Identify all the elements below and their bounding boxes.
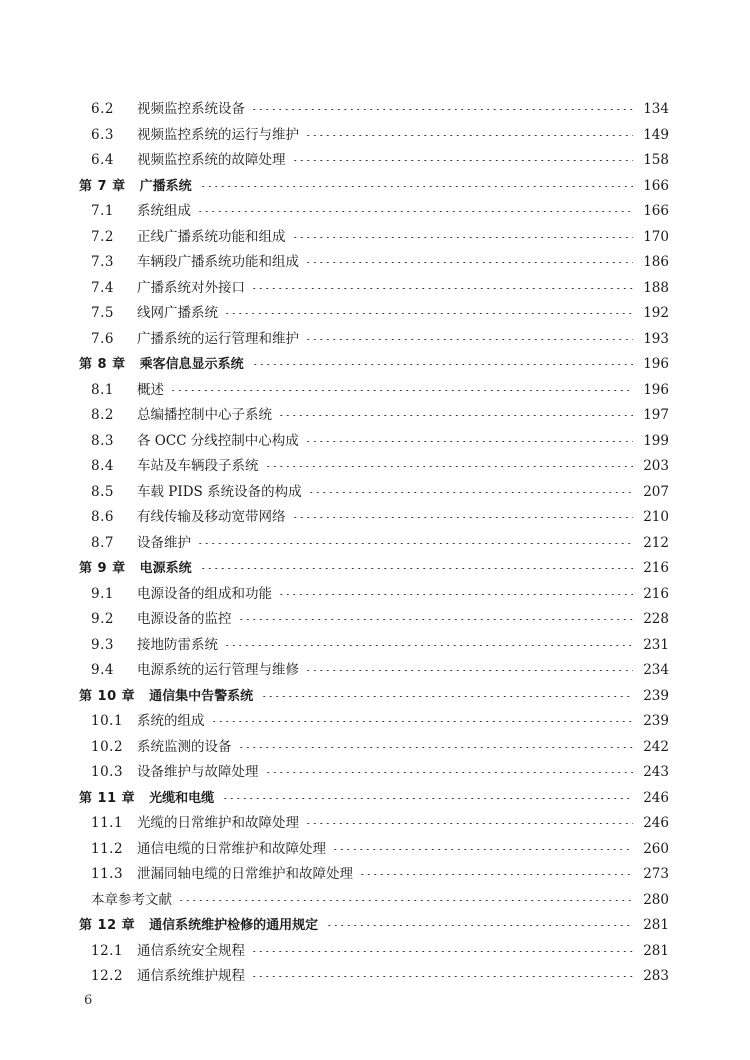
toc-section-entry: [0, 888, 750, 914]
table-of-contents: [0, 97, 750, 990]
toc-section-entry: [0, 607, 750, 633]
toc-chapter-entry: [0, 684, 750, 710]
toc-entry-title: 光缆和电缆: [149, 790, 215, 806]
toc-entry-title: 线网广播系统: [137, 305, 218, 321]
dot-leader: [251, 288, 633, 289]
toc-entry-number: 8.4: [91, 458, 114, 474]
toc-entry-title: 通信系统维护规程: [137, 968, 245, 984]
toc-entry-page: 281: [643, 917, 669, 933]
toc-entry-page: 283: [643, 968, 669, 984]
toc-entry-number: 8.7: [91, 534, 114, 551]
dot-leader: [265, 466, 634, 467]
toc-section-entry: [0, 709, 750, 735]
toc-entry-page: 280: [643, 891, 669, 908]
toc-entry-page: 199: [643, 432, 669, 449]
toc-entry-number: 第 7 章: [79, 178, 126, 194]
toc-entry-number: 7.5: [91, 305, 114, 321]
dot-leader: [178, 900, 633, 901]
toc-entry-page: 260: [643, 840, 669, 857]
toc-entry-title: 光缆的日常维护和故障处理: [137, 815, 299, 831]
toc-entry-title: 视频监控系统的故障处理: [137, 152, 286, 168]
dot-leader: [170, 390, 633, 391]
toc-entry-number: 第 8 章: [79, 357, 126, 372]
toc-entry-title: 视频监控系统设备: [137, 101, 245, 117]
toc-entry-title: 电源系统的运行管理与维修: [137, 662, 299, 678]
toc-entry-number: 8.3: [91, 432, 114, 449]
dot-leader: [305, 135, 633, 136]
toc-entry-number: 第 12 章: [79, 918, 136, 933]
toc-entry-page: 228: [643, 611, 669, 627]
toc-section-entry: [0, 148, 750, 174]
dot-leader: [326, 925, 633, 926]
toc-entry-page: 170: [643, 228, 669, 245]
toc-section-entry: [0, 123, 750, 149]
dot-leader: [211, 721, 634, 722]
toc-entry-number: 第 10 章: [79, 688, 136, 704]
toc-entry-number: 12.1: [91, 942, 124, 959]
toc-section-entry: [0, 811, 750, 837]
toc-entry-number: 6.2: [91, 101, 114, 117]
toc-section-entry: [0, 531, 750, 557]
toc-entry-number: 9.3: [91, 636, 114, 653]
toc-entry-number: 10.2: [91, 738, 124, 755]
toc-entry-title: 通信电缆的日常维护和故障处理: [137, 840, 326, 857]
toc-entry-number: 6.3: [91, 126, 114, 143]
toc-entry-title: 通信系统安全规程: [137, 942, 245, 959]
toc-entry-page: 216: [643, 560, 669, 576]
toc-entry-title: 系统组成: [137, 203, 191, 219]
toc-entry-number: 9.1: [91, 585, 114, 602]
toc-entry-page: 212: [643, 534, 669, 551]
toc-entry-title: 电源设备的组成和功能: [137, 585, 272, 602]
toc-entry-number: 9.2: [91, 611, 114, 627]
toc-section-entry: [0, 225, 750, 251]
toc-entry-title: 视频监控系统的运行与维护: [137, 126, 299, 143]
toc-entry-page: 242: [643, 738, 669, 755]
toc-entry-title: 设备维护: [137, 534, 191, 551]
toc-entry-page: 188: [643, 279, 669, 296]
toc-entry-page: 203: [643, 458, 669, 474]
toc-section-entry: [0, 964, 750, 990]
dot-leader: [265, 772, 634, 773]
toc-entry-title: 通信系统维护检修的通用规定: [149, 918, 319, 933]
toc-entry-title: 本章参考文献: [91, 891, 172, 908]
toc-section-entry: [0, 505, 750, 531]
toc-section-entry: [0, 480, 750, 506]
toc-entry-number: 第 11 章: [79, 790, 136, 806]
toc-section-entry: [0, 378, 750, 404]
toc-entry-number: 7.2: [91, 228, 114, 245]
dot-leader: [308, 492, 633, 493]
toc-section-entry: [0, 658, 750, 684]
dot-leader: [197, 211, 633, 212]
toc-section-entry: [0, 429, 750, 455]
toc-section-entry: [0, 327, 750, 353]
toc-entry-number: 10.3: [91, 764, 124, 780]
toc-entry-title: 车站及车辆段子系统: [137, 458, 259, 474]
toc-entry-page: 193: [643, 330, 669, 347]
toc-entry-title: 系统的组成: [137, 713, 205, 729]
toc-entry-number: 8.6: [91, 509, 114, 525]
dot-leader: [224, 645, 633, 646]
toc-entry-title: 正线广播系统功能和组成: [137, 228, 286, 245]
toc-entry-number: 11.1: [91, 815, 124, 831]
toc-section-entry: [0, 582, 750, 608]
dot-leader: [251, 951, 633, 952]
toc-chapter-entry: [0, 352, 750, 378]
toc-entry-title: 总编播控制中心子系统: [137, 407, 272, 423]
toc-section-entry: [0, 862, 750, 888]
toc-entry-title: 系统监测的设备: [137, 738, 232, 755]
dot-leader: [251, 109, 633, 110]
toc-entry-number: 12.2: [91, 968, 124, 984]
toc-section-entry: [0, 735, 750, 761]
dot-leader: [238, 747, 634, 748]
toc-chapter-entry: [0, 556, 750, 582]
toc-chapter-entry: [0, 786, 750, 812]
dot-leader: [292, 517, 634, 518]
toc-section-entry: [0, 403, 750, 429]
toc-entry-number: 第 9 章: [79, 561, 126, 576]
toc-entry-title: 广播系统的运行管理和维护: [137, 330, 299, 347]
toc-entry-page: 197: [643, 407, 669, 423]
toc-chapter-entry: [0, 913, 750, 939]
dot-leader: [292, 160, 634, 161]
toc-entry-number: 7.1: [91, 203, 114, 219]
toc-entry-page: 158: [643, 152, 669, 168]
toc-section-entry: [0, 633, 750, 659]
toc-entry-title: 设备维护与故障处理: [137, 764, 259, 780]
toc-entry-page: 149: [643, 126, 669, 143]
dot-leader: [305, 823, 633, 824]
toc-entry-page: 231: [643, 636, 669, 653]
dot-leader: [197, 543, 633, 544]
toc-entry-page: 281: [643, 942, 669, 959]
dot-leader: [200, 186, 633, 187]
toc-entry-number: 8.5: [91, 483, 114, 500]
dot-leader: [359, 874, 633, 875]
toc-entry-page: 166: [643, 203, 669, 219]
toc-entry-page: 210: [643, 509, 669, 525]
toc-section-entry: [0, 939, 750, 965]
toc-entry-title: 车辆段广播系统功能和组成: [137, 254, 299, 270]
toc-chapter-entry: [0, 174, 750, 200]
toc-entry-page: 196: [643, 381, 669, 398]
toc-section-entry: [0, 276, 750, 302]
toc-entry-page: 239: [643, 713, 669, 729]
toc-entry-number: 11.2: [91, 840, 124, 857]
toc-entry-page: 196: [643, 356, 669, 372]
toc-entry-number: 6.4: [91, 152, 114, 168]
dot-leader: [261, 696, 633, 697]
toc-entry-number: 7.3: [91, 254, 114, 270]
toc-entry-page: 273: [643, 866, 669, 882]
toc-entry-title: 电源设备的监控: [137, 611, 232, 627]
toc-entry-number: 11.3: [91, 866, 124, 882]
toc-entry-title: 广播系统: [139, 178, 192, 194]
toc-entry-number: 8.1: [91, 381, 114, 398]
dot-leader: [238, 619, 634, 620]
toc-entry-page: 192: [643, 305, 669, 321]
page-number: 6: [84, 993, 93, 1008]
toc-section-entry: [0, 97, 750, 123]
toc-entry-title: 乘客信息显示系统: [139, 357, 244, 372]
dot-leader: [252, 364, 633, 365]
dot-leader: [251, 976, 633, 977]
toc-entry-number: 7.4: [91, 279, 114, 296]
toc-section-entry: [0, 454, 750, 480]
toc-entry-number: 9.4: [91, 662, 114, 678]
toc-entry-page: 134: [643, 101, 669, 117]
dot-leader: [200, 568, 633, 569]
toc-entry-title: 通信集中告警系统: [149, 688, 254, 704]
toc-entry-title: 广播系统对外接口: [137, 279, 245, 296]
toc-entry-page: 216: [643, 585, 669, 602]
toc-entry-page: 239: [643, 687, 669, 704]
toc-section-entry: [0, 837, 750, 863]
toc-entry-title: 泄漏同轴电缆的日常维护和故障处理: [137, 866, 353, 882]
dot-leader: [278, 594, 633, 595]
dot-leader: [222, 798, 633, 799]
toc-entry-title: 有线传输及移动宽带网络: [137, 509, 286, 525]
toc-entry-page: 166: [643, 177, 669, 194]
toc-entry-page: 186: [643, 254, 669, 270]
toc-entry-page: 246: [643, 789, 669, 806]
toc-section-entry: [0, 760, 750, 786]
toc-section-entry: [0, 199, 750, 225]
toc-entry-number: 7.6: [91, 330, 114, 347]
dot-leader: [305, 262, 633, 263]
toc-entry-page: 246: [643, 815, 669, 831]
dot-leader: [305, 441, 633, 442]
dot-leader: [332, 849, 633, 850]
toc-entry-title: 概述: [137, 381, 164, 398]
toc-entry-title: 接地防雷系统: [137, 636, 218, 653]
dot-leader: [292, 237, 634, 238]
toc-entry-title: 车载 PIDS 系统设备的构成: [137, 483, 302, 500]
toc-entry-page: 243: [643, 764, 669, 780]
dot-leader: [278, 415, 633, 416]
dot-leader: [305, 670, 633, 671]
toc-entry-number: 8.2: [91, 407, 114, 423]
dot-leader: [305, 339, 633, 340]
toc-section-entry: [0, 301, 750, 327]
toc-entry-page: 234: [643, 662, 669, 678]
toc-entry-title: 电源系统: [139, 561, 192, 576]
toc-entry-number: 10.1: [91, 713, 124, 729]
toc-entry-page: 207: [643, 483, 669, 500]
toc-entry-title: 各 OCC 分线控制中心构成: [137, 432, 299, 449]
dot-leader: [224, 313, 633, 314]
toc-section-entry: [0, 250, 750, 276]
